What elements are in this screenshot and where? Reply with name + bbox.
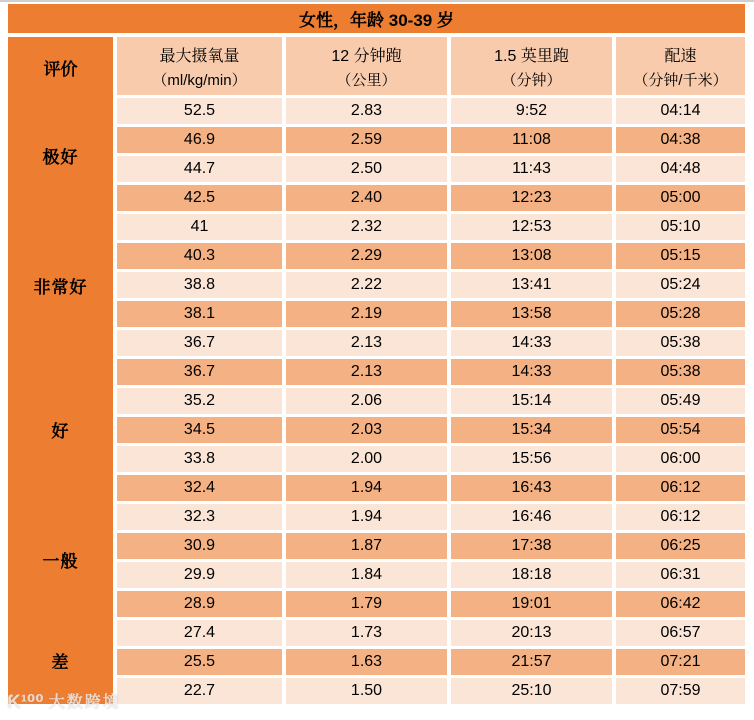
table-cell: 06:12 bbox=[616, 504, 745, 530]
column-header bbox=[451, 37, 612, 95]
table-cell: 17:38 bbox=[451, 533, 612, 559]
table-title: 女性，年龄 30-39 岁 bbox=[8, 4, 745, 33]
table-cell: 29.9 bbox=[117, 562, 282, 588]
table-cell: 06:12 bbox=[616, 475, 745, 501]
table-cell: 13:58 bbox=[451, 301, 612, 327]
table-cell: 13:41 bbox=[451, 272, 612, 298]
table-cell: 36.7 bbox=[117, 359, 282, 385]
table-cell: 11:08 bbox=[451, 127, 612, 153]
top-border-line bbox=[0, 0, 754, 2]
column-header-title: 12 分钟跑 bbox=[331, 47, 402, 65]
table-cell: 34.5 bbox=[117, 417, 282, 443]
rating-group-label: 极好 bbox=[42, 148, 79, 168]
table-cell: 38.1 bbox=[117, 301, 282, 327]
table-cell: 25:10 bbox=[451, 678, 612, 704]
table-cell: 2.13 bbox=[286, 330, 447, 356]
table-cell: 05:15 bbox=[616, 243, 745, 269]
table-cell: 32.4 bbox=[117, 475, 282, 501]
table-cell: 21:57 bbox=[451, 649, 612, 675]
table-cell: 2.13 bbox=[286, 359, 447, 385]
table-cell: 35.2 bbox=[117, 388, 282, 414]
table-cell: 05:38 bbox=[616, 359, 745, 385]
table-cell: 1.79 bbox=[286, 591, 447, 617]
column-header bbox=[286, 37, 447, 95]
table-cell: 16:46 bbox=[451, 504, 612, 530]
table-cell: 25.5 bbox=[117, 649, 282, 675]
table-cell: 1.63 bbox=[286, 649, 447, 675]
table-cell: 1.84 bbox=[286, 562, 447, 588]
table-cell: 1.94 bbox=[286, 504, 447, 530]
table-cell: 2.40 bbox=[286, 185, 447, 211]
table-cell: 05:38 bbox=[616, 330, 745, 356]
watermark-logo-icon: Ƙ¹⁰⁰ bbox=[7, 692, 44, 713]
column-header-title: 最大摄氧量 bbox=[159, 47, 240, 65]
table-cell: 1.94 bbox=[286, 475, 447, 501]
table-cell: 15:14 bbox=[451, 388, 612, 414]
table-cell: 18:18 bbox=[451, 562, 612, 588]
table-cell: 15:56 bbox=[451, 446, 612, 472]
table-cell: 05:49 bbox=[616, 388, 745, 414]
table-cell: 2.32 bbox=[286, 214, 447, 240]
table-cell: 44.7 bbox=[117, 156, 282, 182]
table-cell: 1.50 bbox=[286, 678, 447, 704]
table-cell: 2.06 bbox=[286, 388, 447, 414]
table-cell: 2.59 bbox=[286, 127, 447, 153]
table-grid bbox=[8, 37, 745, 704]
table-cell: 04:48 bbox=[616, 156, 745, 182]
table-cell: 14:33 bbox=[451, 359, 612, 385]
rating-column bbox=[8, 37, 113, 704]
table-cell: 2.22 bbox=[286, 272, 447, 298]
table-cell: 2.29 bbox=[286, 243, 447, 269]
table-cell: 52.5 bbox=[117, 98, 282, 124]
table-cell: 12:23 bbox=[451, 185, 612, 211]
table-cell: 14:33 bbox=[451, 330, 612, 356]
table-cell: 40.3 bbox=[117, 243, 282, 269]
column-header-unit: （公里） bbox=[336, 71, 397, 89]
watermark-text: 大数跨境 bbox=[48, 693, 121, 711]
table-cell: 32.3 bbox=[117, 504, 282, 530]
rating-column-header: 评价 bbox=[43, 60, 78, 79]
table-cell: 05:24 bbox=[616, 272, 745, 298]
table-cell: 27.4 bbox=[117, 620, 282, 646]
table-cell: 9:52 bbox=[451, 98, 612, 124]
table-cell: 06:00 bbox=[616, 446, 745, 472]
rating-group-label: 好 bbox=[51, 422, 70, 442]
column-header-unit: （分钟） bbox=[501, 71, 562, 89]
fitness-table bbox=[8, 4, 745, 704]
table-cell: 06:25 bbox=[616, 533, 745, 559]
table-cell: 07:21 bbox=[616, 649, 745, 675]
rating-group-label: 一般 bbox=[42, 552, 79, 572]
table-cell: 05:00 bbox=[616, 185, 745, 211]
table-cell: 1.73 bbox=[286, 620, 447, 646]
column-header-unit: （分钟/千米） bbox=[633, 71, 728, 89]
table-cell: 13:08 bbox=[451, 243, 612, 269]
table-cell: 2.83 bbox=[286, 98, 447, 124]
table-cell: 36.7 bbox=[117, 330, 282, 356]
table-cell: 1.87 bbox=[286, 533, 447, 559]
table-cell: 19:01 bbox=[451, 591, 612, 617]
table-cell: 16:43 bbox=[451, 475, 612, 501]
column-header-title: 配速 bbox=[664, 47, 697, 65]
table-cell: 04:14 bbox=[616, 98, 745, 124]
column-header bbox=[616, 37, 745, 95]
column-header-unit: （ml/kg/min） bbox=[152, 71, 247, 89]
table-cell: 06:42 bbox=[616, 591, 745, 617]
table-cell: 06:31 bbox=[616, 562, 745, 588]
table-cell: 11:43 bbox=[451, 156, 612, 182]
table-cell: 46.9 bbox=[117, 127, 282, 153]
table-cell: 07:59 bbox=[616, 678, 745, 704]
table-cell: 33.8 bbox=[117, 446, 282, 472]
table-cell: 2.03 bbox=[286, 417, 447, 443]
table-cell: 05:10 bbox=[616, 214, 745, 240]
table-cell: 2.00 bbox=[286, 446, 447, 472]
table-cell: 15:34 bbox=[451, 417, 612, 443]
column-header bbox=[117, 37, 282, 95]
table-cell: 2.50 bbox=[286, 156, 447, 182]
rating-group-label: 差 bbox=[51, 653, 70, 673]
column-header-title: 1.5 英里跑 bbox=[494, 47, 569, 65]
table-cell: 41 bbox=[117, 214, 282, 240]
table-cell: 2.19 bbox=[286, 301, 447, 327]
table-cell: 30.9 bbox=[117, 533, 282, 559]
table-cell: 05:28 bbox=[616, 301, 745, 327]
table-cell: 22.7 bbox=[117, 678, 282, 704]
table-cell: 38.8 bbox=[117, 272, 282, 298]
table-cell: 20:13 bbox=[451, 620, 612, 646]
table-cell: 28.9 bbox=[117, 591, 282, 617]
table-cell: 12:53 bbox=[451, 214, 612, 240]
table-cell: 42.5 bbox=[117, 185, 282, 211]
table-cell: 05:54 bbox=[616, 417, 745, 443]
rating-group-label: 非常好 bbox=[33, 278, 88, 298]
table-cell: 04:38 bbox=[616, 127, 745, 153]
table-cell: 06:57 bbox=[616, 620, 745, 646]
